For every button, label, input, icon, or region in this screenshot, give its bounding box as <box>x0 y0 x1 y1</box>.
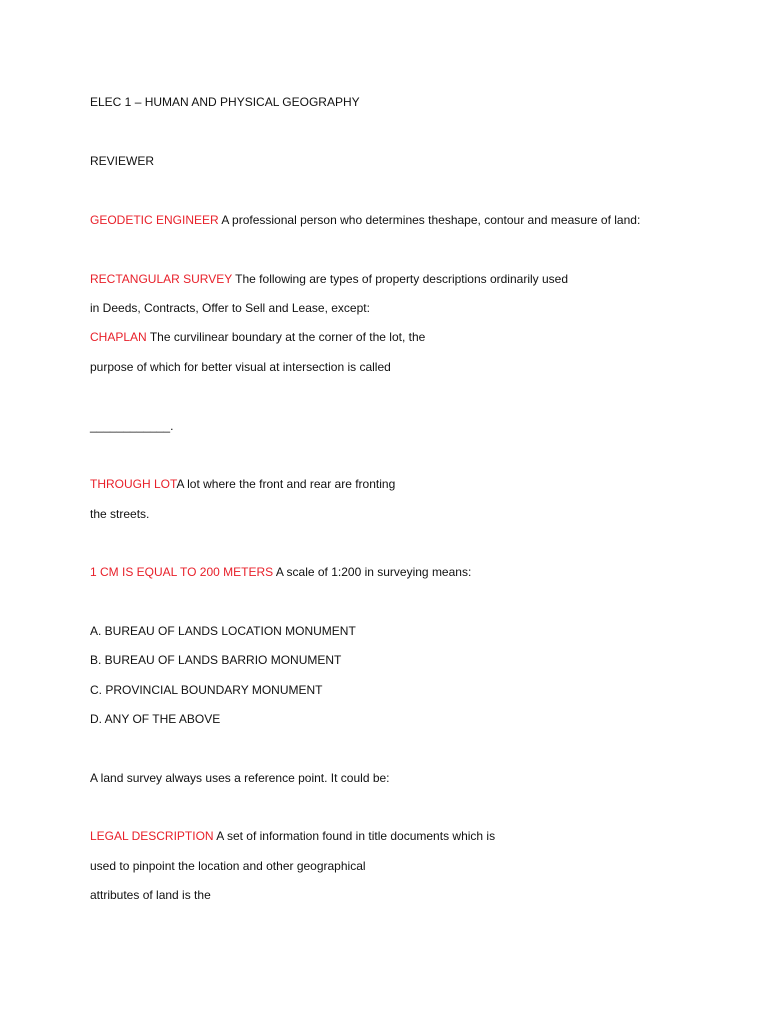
choice-a: A. BUREAU OF LANDS LOCATION MONUMENT <box>90 624 356 638</box>
entry-text-continued: attributes of land is the <box>90 888 211 902</box>
choice-d: D. ANY OF THE ABOVE <box>90 712 221 726</box>
entry-text-continued: used to pinpoint the location and other geographical <box>90 859 366 873</box>
entry-term: RECTANGULAR SURVEY <box>90 272 233 286</box>
entry-text: The following are types of property descriptions ordinarily used <box>235 272 569 286</box>
document-title: ELEC 1 – HUMAN AND PHYSICAL GEOGRAPHY <box>90 95 360 109</box>
entry-term: CHAPLAN <box>90 330 147 344</box>
entry-term: 1 CM IS EQUAL TO 200 METERS <box>90 565 274 579</box>
entry-scale <box>90 564 471 580</box>
entry-term: GEODETIC ENGINEER <box>90 213 219 227</box>
entry-term: LEGAL DESCRIPTION <box>90 829 214 843</box>
entry-text-continued: purpose of which for better visual at intersection is called <box>90 360 391 374</box>
entry-rectangular-survey <box>90 271 568 287</box>
entry-term: THROUGH LOT <box>90 477 177 491</box>
entry-text-continued: in Deeds, Contracts, Offer to Sell and Lease, except: <box>90 301 370 315</box>
question-text: A land survey always uses a reference point. It could be: <box>90 771 390 785</box>
entry-text-continued: the streets. <box>90 507 150 521</box>
entry-chaplan <box>90 329 425 345</box>
document-subtitle: REVIEWER <box>90 154 155 168</box>
entry-legal-description <box>90 828 495 844</box>
entry-text: A set of information found in title documents which is <box>216 829 496 843</box>
entry-text: A professional person who determines theshape, contour and measure of land: <box>221 213 641 227</box>
entry-geodetic-engineer <box>90 212 640 228</box>
entry-text: The curvilinear boundary at the corner of the lot, the <box>149 330 426 344</box>
choice-b: B. BUREAU OF LANDS BARRIO MONUMENT <box>90 653 342 667</box>
entry-through-lot <box>90 476 395 492</box>
entry-text: A lot where the front and rear are fronting <box>176 477 396 491</box>
choice-c: C. PROVINCIAL BOUNDARY MONUMENT <box>90 683 323 697</box>
entry-text: A scale of 1:200 in surveying means: <box>275 565 472 579</box>
blank-line: ____________. <box>90 419 174 433</box>
